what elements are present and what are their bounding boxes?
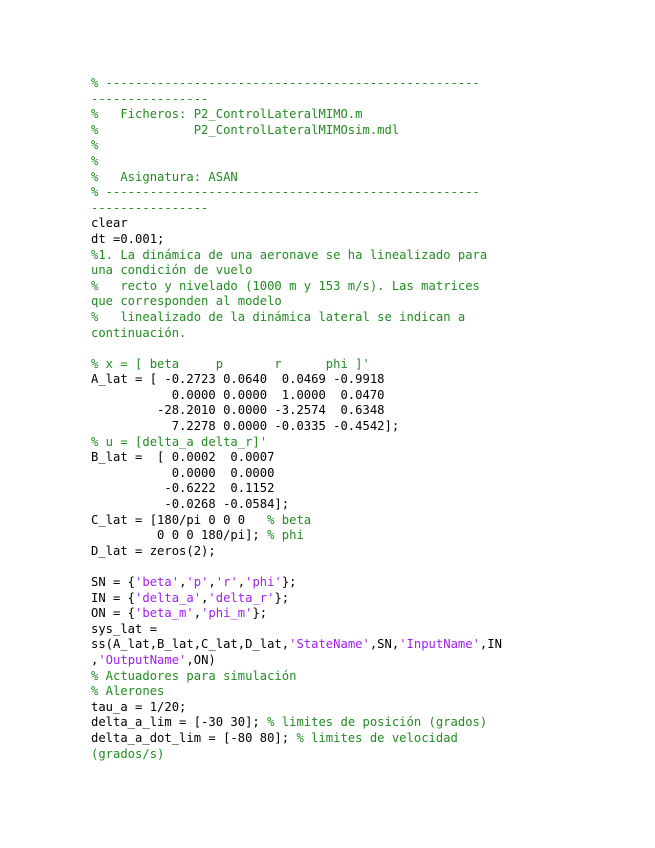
comment-text: una condición de vuelo	[91, 263, 253, 278]
code-line	[91, 466, 571, 482]
code-line	[91, 248, 571, 264]
code-line	[91, 310, 571, 326]
code-listing	[91, 76, 571, 762]
code-line	[91, 92, 571, 108]
code-text: ss(A_lat,B_lat,C_lat,D_lat,	[91, 637, 290, 652]
code-text: -0.0268 -0.0584];	[91, 497, 290, 512]
code-line	[91, 170, 571, 186]
code-line	[91, 731, 571, 747]
string-literal: 'delta_r'	[208, 590, 275, 605]
string-literal: 'r'	[215, 575, 238, 589]
string-literal: 'p'	[186, 575, 209, 589]
code-text: };	[252, 606, 268, 621]
code-line	[91, 357, 571, 373]
comment-text: continuación.	[91, 325, 187, 340]
comment-text: % u = [delta_a delta_r]'	[91, 434, 268, 449]
code-line	[91, 76, 571, 92]
blank-line	[91, 559, 571, 575]
string-literal: 'delta_a'	[135, 590, 202, 605]
comment-text: % ---------------------------------------------------	[91, 185, 480, 200]
code-line	[91, 513, 571, 529]
code-text: ,ON)	[186, 652, 216, 667]
code-text: A_lat = [ -0.2723 0.0640 0.0469 -0.9918	[91, 372, 385, 387]
comment-text: % beta	[267, 512, 312, 527]
comment-text: % ---------------------------------------------------	[91, 76, 480, 90]
code-text: 0.0000 0.0000 1.0000 0.0470	[91, 387, 385, 402]
comment-text: %	[91, 153, 99, 168]
code-line	[91, 419, 571, 435]
comment-text: que corresponden al modelo	[91, 294, 282, 309]
code-line	[91, 279, 571, 295]
code-line	[91, 294, 571, 310]
comment-text: % recto y nivelado (1000 m y 153 m/s). Las matrices	[91, 278, 480, 293]
comment-text: % Asignatura: ASAN	[91, 169, 238, 184]
comment-text: ----------------	[91, 91, 209, 106]
code-line	[91, 263, 571, 279]
code-line	[91, 684, 571, 700]
code-text: C_lat = [180/pi 0 0 0	[91, 512, 268, 527]
code-line	[91, 372, 571, 388]
string-literal: 'OutputName'	[98, 652, 187, 667]
code-line	[91, 123, 571, 139]
code-text: ON = {	[91, 606, 136, 621]
code-line	[91, 216, 571, 232]
code-line	[91, 669, 571, 685]
code-text: ,	[237, 575, 246, 589]
code-text: ,SN,	[369, 637, 400, 652]
code-line	[91, 107, 571, 123]
code-text: tau_a = 1/20;	[91, 699, 187, 714]
code-line	[91, 715, 571, 731]
comment-text: % Alerones	[91, 684, 165, 699]
code-text: ,	[91, 652, 99, 667]
code-line	[91, 528, 571, 544]
code-text: B_lat = [ 0.0002 0.0007	[91, 450, 275, 465]
comment-text: (grados/s)	[91, 746, 165, 761]
comment-text: % phi	[267, 528, 304, 543]
comment-text: % limites de posición (grados)	[267, 715, 488, 730]
comment-text: %	[91, 138, 99, 153]
string-literal: 'beta_m'	[135, 606, 194, 621]
comment-text: % linealizado de la dinámica lateral se indican a	[91, 309, 466, 324]
comment-text: % Actuadores para simulación	[91, 668, 297, 683]
code-line	[91, 622, 571, 638]
code-text: };	[281, 575, 297, 589]
blank-line	[91, 341, 571, 357]
code-text: 0 0 0 180/pi];	[91, 528, 268, 543]
string-literal: 'StateName'	[289, 637, 370, 652]
comment-text: % x = [ beta p r phi ]'	[91, 356, 370, 371]
code-line	[91, 403, 571, 419]
code-text: 7.2278 0.0000 -0.0335 -0.4542];	[91, 419, 400, 434]
code-text: ,IN	[479, 637, 502, 652]
code-line	[91, 450, 571, 466]
code-text: sys_lat =	[91, 621, 158, 636]
code-line	[91, 326, 571, 342]
code-text: 0.0000 0.0000	[91, 465, 275, 480]
code-line	[91, 232, 571, 248]
code-text: ,	[193, 606, 202, 621]
code-line	[91, 700, 571, 716]
string-literal: 'phi_m'	[201, 606, 253, 621]
code-text: D_lat = zeros(2);	[91, 543, 216, 558]
code-line	[91, 201, 571, 217]
code-text: -0.6222 0.1152	[91, 481, 275, 496]
comment-text: ----------------	[91, 200, 209, 215]
code-text: IN = {	[91, 590, 136, 605]
code-line	[91, 606, 571, 622]
code-text: SN = {	[91, 575, 136, 589]
string-literal: 'phi'	[245, 575, 282, 589]
code-line	[91, 138, 571, 154]
code-line	[91, 637, 571, 653]
code-text: delta_a_dot_lim = [-80 80];	[91, 730, 297, 745]
code-text: delta_a_lim = [-30 30];	[91, 715, 268, 730]
code-line	[91, 591, 571, 607]
code-line	[91, 481, 571, 497]
code-text: -28.2010 0.0000 -3.2574 0.6348	[91, 403, 385, 418]
code-line	[91, 544, 571, 560]
comment-text: %1. La dinámica de una aeronave se ha linealizado para	[91, 247, 488, 262]
code-line	[91, 185, 571, 201]
string-literal: 'InputName'	[399, 637, 480, 652]
comment-text: % P2_ControlLateralMIMOsim.mdl	[91, 122, 400, 137]
string-literal: 'beta'	[135, 575, 180, 589]
code-line	[91, 497, 571, 513]
comment-text: % Ficheros: P2_ControlLateralMIMO.m	[91, 107, 363, 122]
code-line	[91, 653, 571, 669]
comment-text: % limites de velocidad	[296, 730, 458, 745]
code-text: ,	[208, 575, 216, 589]
code-text: dt =0.001;	[91, 231, 165, 246]
code-line	[91, 154, 571, 170]
code-text: };	[274, 590, 290, 605]
code-text: clear	[91, 216, 128, 231]
code-line	[91, 747, 571, 763]
code-line	[91, 575, 571, 591]
code-text: ,	[201, 590, 209, 605]
code-line	[91, 388, 571, 404]
code-text: ,	[179, 575, 187, 589]
code-line	[91, 435, 571, 451]
